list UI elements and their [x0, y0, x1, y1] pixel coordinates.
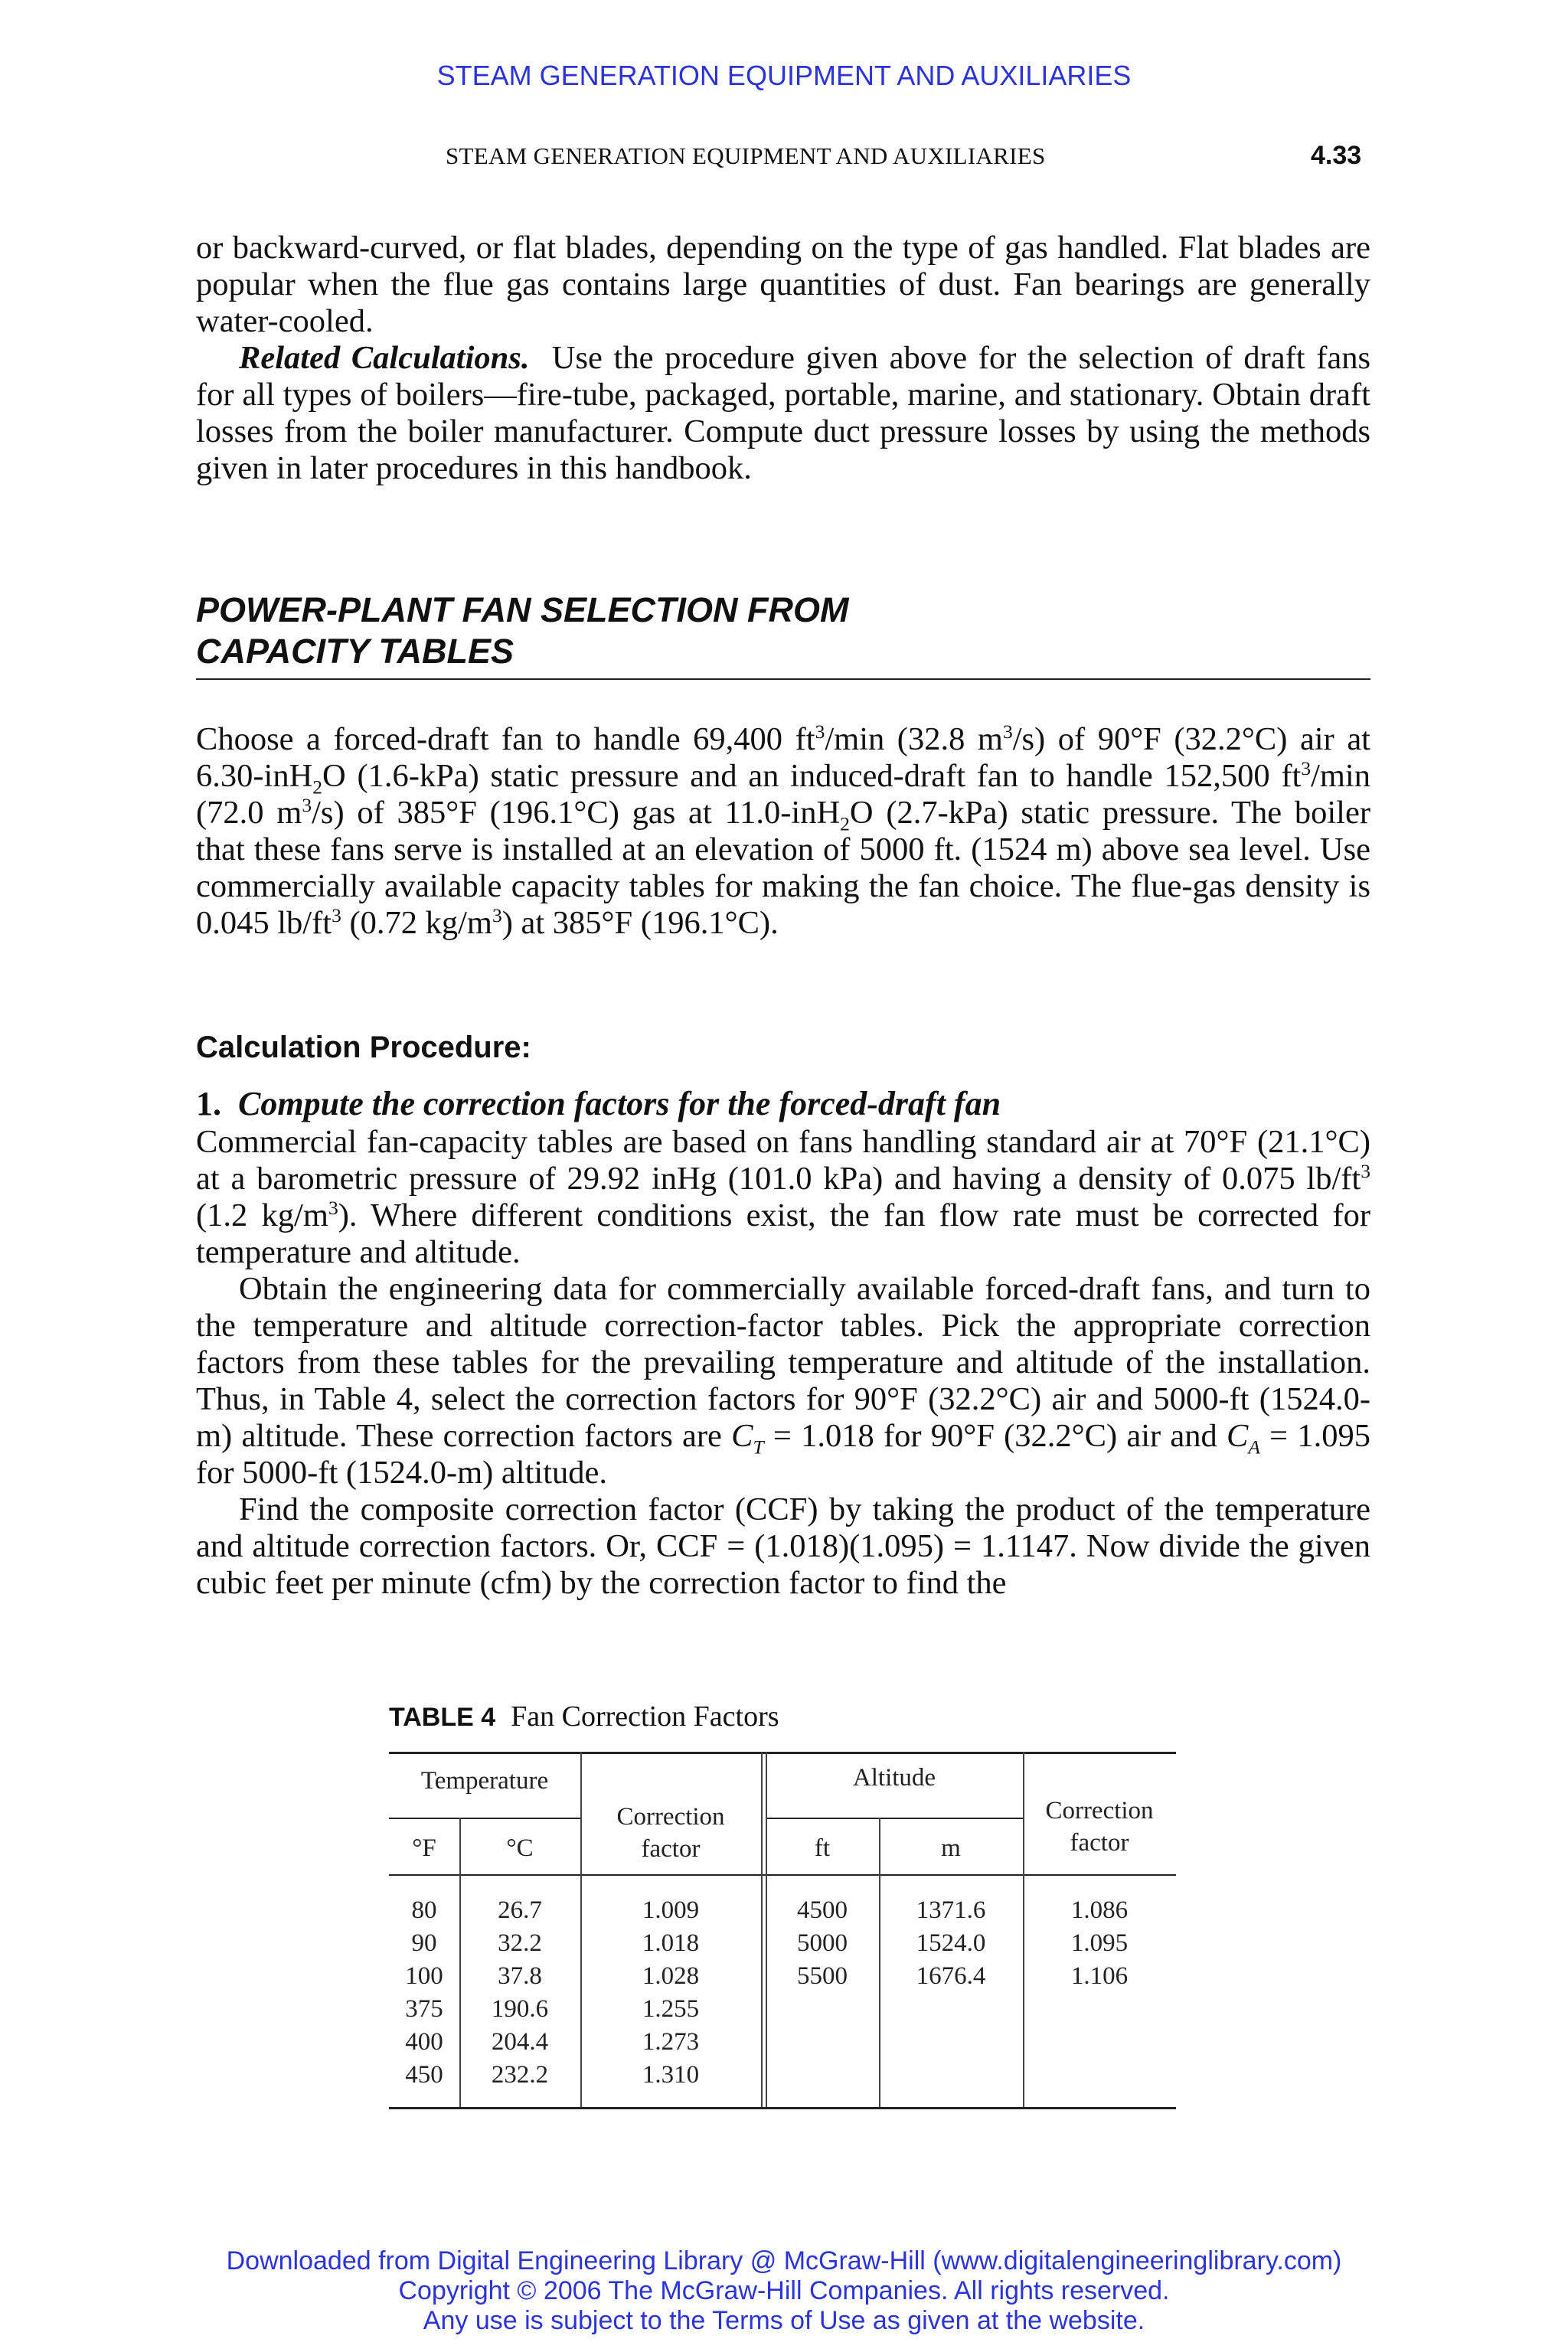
table-cell: 400 — [405, 2028, 443, 2056]
table-caption — [389, 1700, 779, 1733]
table-bottom-rule — [389, 2107, 1176, 2109]
problem-text-5: /min (72.0 m — [196, 758, 1370, 831]
table-cell: 4500 — [797, 1896, 848, 1924]
running-head: STEAM GENERATION EQUIPMENT AND AUXILIARIES — [446, 142, 1046, 169]
table-title: Fan Correction Factors — [511, 1700, 779, 1733]
problem-text-4: O (1.6-kPa) static pressure and an induced-draft fan to handle 152,500 ft — [322, 758, 1302, 794]
problem-statement — [196, 721, 1370, 942]
table-cell: 232.2 — [491, 2061, 549, 2089]
step-title: Compute the correction factors for the forced-draft fan — [238, 1085, 1001, 1122]
intro-text — [196, 230, 1370, 487]
footer — [0, 2246, 1568, 2336]
step-1-heading — [196, 1084, 1001, 1123]
table-cell: 1.009 — [642, 1896, 700, 1924]
table-cell: 1.255 — [642, 1995, 700, 2023]
footer-download-link[interactable]: Downloaded from Digital Engineering Library @ McGraw-Hill (www.digitalengineeringlibrary.com) — [226, 2246, 1342, 2275]
alt-correction-header-line-2: factor — [1070, 1829, 1129, 1857]
page-number: 4.33 — [1311, 141, 1362, 170]
problem-text-2: /min (32.8 m — [825, 721, 1003, 757]
procedure-paragraph-2 — [196, 1271, 1370, 1491]
section-title — [196, 590, 1370, 680]
table-cell: 450 — [405, 2061, 443, 2089]
problem-text-1: Choose a forced-draft fan to handle 69,400 ft — [196, 721, 815, 757]
ca-symbol: C — [1227, 1418, 1249, 1454]
procedure-paragraph-3: Find the composite correction factor (CCF) by taking the product of the temperature and altitude correction factors. Or, CCF = (1.018)(1.095) = 1.1147. Now divide the given cubic feet per minute (cfm) by the correction factor to find the — [196, 1491, 1370, 1601]
table-cell: 32.2 — [498, 1929, 542, 1957]
celsius-header: °C — [506, 1834, 534, 1862]
table-cell: 1.086 — [1070, 1896, 1129, 1924]
table-label: TABLE 4 — [389, 1703, 496, 1732]
table-cell: 1371.6 — [916, 1896, 986, 1924]
temp-factor-column — [580, 1894, 761, 2092]
top-link[interactable]: STEAM GENERATION EQUIPMENT AND AUXILIARIES — [436, 60, 1132, 91]
table-cell: 1.018 — [642, 1929, 700, 1957]
table-cell: 1524.0 — [916, 1929, 986, 1957]
table-cell: 80 — [411, 1896, 437, 1924]
related-calculations-label: Related Calculations. — [239, 340, 530, 376]
temperature-header: Temperature — [420, 1767, 549, 1795]
calculation-procedure-heading: Calculation Procedure: — [196, 1031, 531, 1064]
procedure-text-2a: Obtain the engineering data for commercially available forced-draft fans, and turn to the temperature and altitude correction-factor tables. Pick the appropriate correction factors from these tables for the prevailing temperature and altitude of the installation. Thus, in Table 4, select the correction factors for 90°F (32.2°C) air and 5000-ft (1524.0-m) altitude. These correction factors are — [196, 1271, 1370, 1454]
table-cell: 1.310 — [642, 2061, 700, 2089]
related-calculations-paragraph — [196, 340, 1370, 487]
table-cell: 5000 — [797, 1929, 848, 1957]
problem-text-7: O (2.7-kPa) static pressure. The boiler that these fans serve is installed at an elevation of 5000 ft. (1524 m) above sea level. Use commercially available capacity tables for making the fan choice. The flue-gas density is 0.045 lb/ft — [196, 795, 1370, 941]
header-bottom-rule — [389, 1874, 1176, 1876]
temp-c-column — [459, 1894, 580, 2092]
alt-correction-header-line-1: Correction — [1045, 1797, 1154, 1824]
table-cell: 1.028 — [642, 1962, 700, 1990]
table-cell: 37.8 — [498, 1962, 542, 1990]
footer-copyright: Copyright © 2006 The McGraw-Hill Companies. All rights reserved. — [398, 2276, 1170, 2305]
ct-symbol: C — [731, 1418, 753, 1454]
temp-correction-header-line-2: factor — [641, 1835, 701, 1863]
temperature-subheader-rule — [389, 1818, 580, 1819]
intro-paragraph: or backward-curved, or flat blades, depending on the type of gas handled. Flat blades are popular when the flue gas contains large quantities of dust. Fan bearings are generally water-cooled. — [196, 230, 1370, 339]
temp-f-column — [389, 1894, 459, 2092]
table-cell: 90 — [411, 1929, 437, 1957]
table-cell: 1676.4 — [916, 1962, 986, 1990]
table-cell: 26.7 — [498, 1896, 542, 1924]
problem-text-6: /s) of 385°F (196.1°C) gas at 11.0-inH — [312, 795, 841, 831]
altitude-header: Altitude — [852, 1764, 936, 1792]
procedure-paragraph-1: Commercial fan-capacity tables are based on fans handling standard air at 70°F (21.1°C) at a barometric pressure of 29.92 inHg (101.0 kPa) and having a density of 0.075 $lb/ft^3$ (1.2 $kg/m^3$). Where different conditions exist, the fan flow rate must be corrected for temperature and altitude. — [196, 1124, 1370, 1270]
procedure-text-2b: = 1.018 for 90°F (32.2°C) air and — [763, 1418, 1227, 1454]
table-cell: 375 — [405, 1995, 443, 2023]
alt-correction-header — [1023, 1795, 1176, 1859]
temp-correction-header — [580, 1801, 761, 1865]
fan-correction-table — [389, 1752, 1176, 2110]
double-divider-a — [761, 1752, 763, 2107]
table-cell: 100 — [405, 1962, 443, 1990]
problem-paragraph: Choose a forced-draft fan to handle 69,400 $ft^3/\min$ (32.8 $m^3/s$) of 90°F (32.2°C) air at 6.30-inH$_2$O (1.6-kPa) static pressure and an induced-draft fan to handle 152,500 $ft^3/\min$ (72.0 $m^3/s$) of 385°F (196.1°C) gas at 11.0-inH$_2$O (2.7-kPa) static pressure. The boiler that these fans serve is installed at an elevation of 5000 ft. (1524 m) above sea level. Use commercially available capacity tables for making the fan choice. The flue-gas density is 0.045 $lb/ft^3$ (0.72 $kg/m^3$) at 385°F (196.1°C). — [196, 720, 1370, 941]
problem-text-9: ) at 385°F (196.1°C). — [501, 905, 779, 941]
ca-subscript: A — [1248, 1436, 1260, 1459]
table-cell: 204.4 — [491, 2028, 549, 2056]
procedure-text — [196, 1124, 1370, 1602]
procedure-text-2c: = 1.095 for 5000-ft (1524.0-m) altitude. — [196, 1418, 1371, 1491]
procedure-text-1a: Commercial fan-capacity tables are based on fans handling standard air at 70°F (21.1°C) at a barometric pressure of 29.92 inHg (101.0 kPa) and having a density of 0.075 lb/ft — [196, 1124, 1370, 1197]
section-title-line-2: CAPACITY TABLES — [196, 632, 514, 671]
section-title-line-1: POWER-PLANT FAN SELECTION FROM — [196, 590, 849, 629]
problem-text-8: (0.72 kg/m — [341, 905, 492, 941]
temp-correction-header-line-1: Correction — [616, 1803, 725, 1831]
procedure-text-1b: (1.2 kg/m — [196, 1197, 328, 1233]
step-number: 1. — [196, 1085, 221, 1122]
table-cell: 1.273 — [642, 2028, 700, 2056]
alt-factor-column — [1023, 1894, 1176, 1993]
related-calculations-text: Use the procedure given above for the selection of draft fans for all types of boilers—fire-tube, packaged, portable, marine, and stationary. Obtain draft losses from the boiler manufacturer. Compute duct pressure losses by using the methods given in later procedures in this handbook. — [196, 340, 1370, 486]
footer-terms: Any use is subject to the Terms of Use as given at the website. — [423, 2306, 1145, 2335]
alt-m-column — [879, 1894, 1023, 1993]
fahrenheit-header: °F — [412, 1834, 436, 1862]
ct-subscript: T — [753, 1436, 764, 1459]
table-cell: 1.095 — [1070, 1929, 1129, 1957]
alt-ft-column — [766, 1894, 879, 1993]
table-cell: 5500 — [797, 1962, 848, 1990]
problem-text-3: /s) of 90°F (32.2°C) air at 6.30-inH — [196, 721, 1370, 794]
table-cell: 1.106 — [1070, 1962, 1129, 1990]
table-cell: 190.6 — [491, 1995, 549, 2023]
feet-header: ft — [814, 1834, 831, 1862]
altitude-subheader-rule — [766, 1818, 1023, 1819]
procedure-text-1c: ). Where different conditions exist, the fan flow rate must be corrected for temperature and altitude. — [196, 1197, 1370, 1270]
meters-header: m — [941, 1834, 961, 1862]
table-top-rule — [389, 1752, 1176, 1754]
